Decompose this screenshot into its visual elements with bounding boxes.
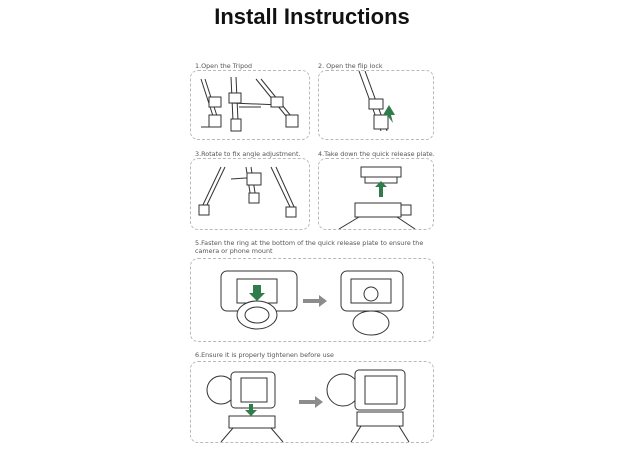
next-step-arrow-icon bbox=[303, 295, 327, 307]
fasten-ring-illustration bbox=[191, 259, 433, 341]
step-2-panel bbox=[318, 70, 434, 140]
tripod-open-illustration bbox=[191, 71, 309, 139]
step-3-label: 3.Rotate to fix angle adjustment. bbox=[195, 150, 301, 158]
step-3-panel bbox=[190, 158, 310, 230]
flip-lock-illustration bbox=[319, 71, 433, 139]
step-1-panel bbox=[190, 70, 310, 140]
next-step-arrow-icon bbox=[299, 396, 323, 408]
angle-adjustment-illustration bbox=[191, 159, 309, 229]
step-1-label: 1.Open the Tripod bbox=[195, 62, 253, 70]
step-4-label: 4.Take down the quick release plate. bbox=[318, 150, 435, 158]
step-5-label: 5.Fasten the ring at the bottom of the quick release plate to ensure the camera or phone mount bbox=[195, 239, 424, 255]
release-plate-illustration bbox=[319, 159, 433, 229]
step-6-label: 6.Ensure it is properly tightenen before use bbox=[195, 351, 334, 359]
step-6-panel bbox=[190, 361, 434, 443]
step-5-panel bbox=[190, 258, 434, 342]
page-title: Install Instructions bbox=[214, 4, 410, 29]
step-4-panel bbox=[318, 158, 434, 230]
tighten-illustration bbox=[191, 362, 433, 442]
step-2-label: 2. Open the flip lock bbox=[318, 62, 383, 70]
